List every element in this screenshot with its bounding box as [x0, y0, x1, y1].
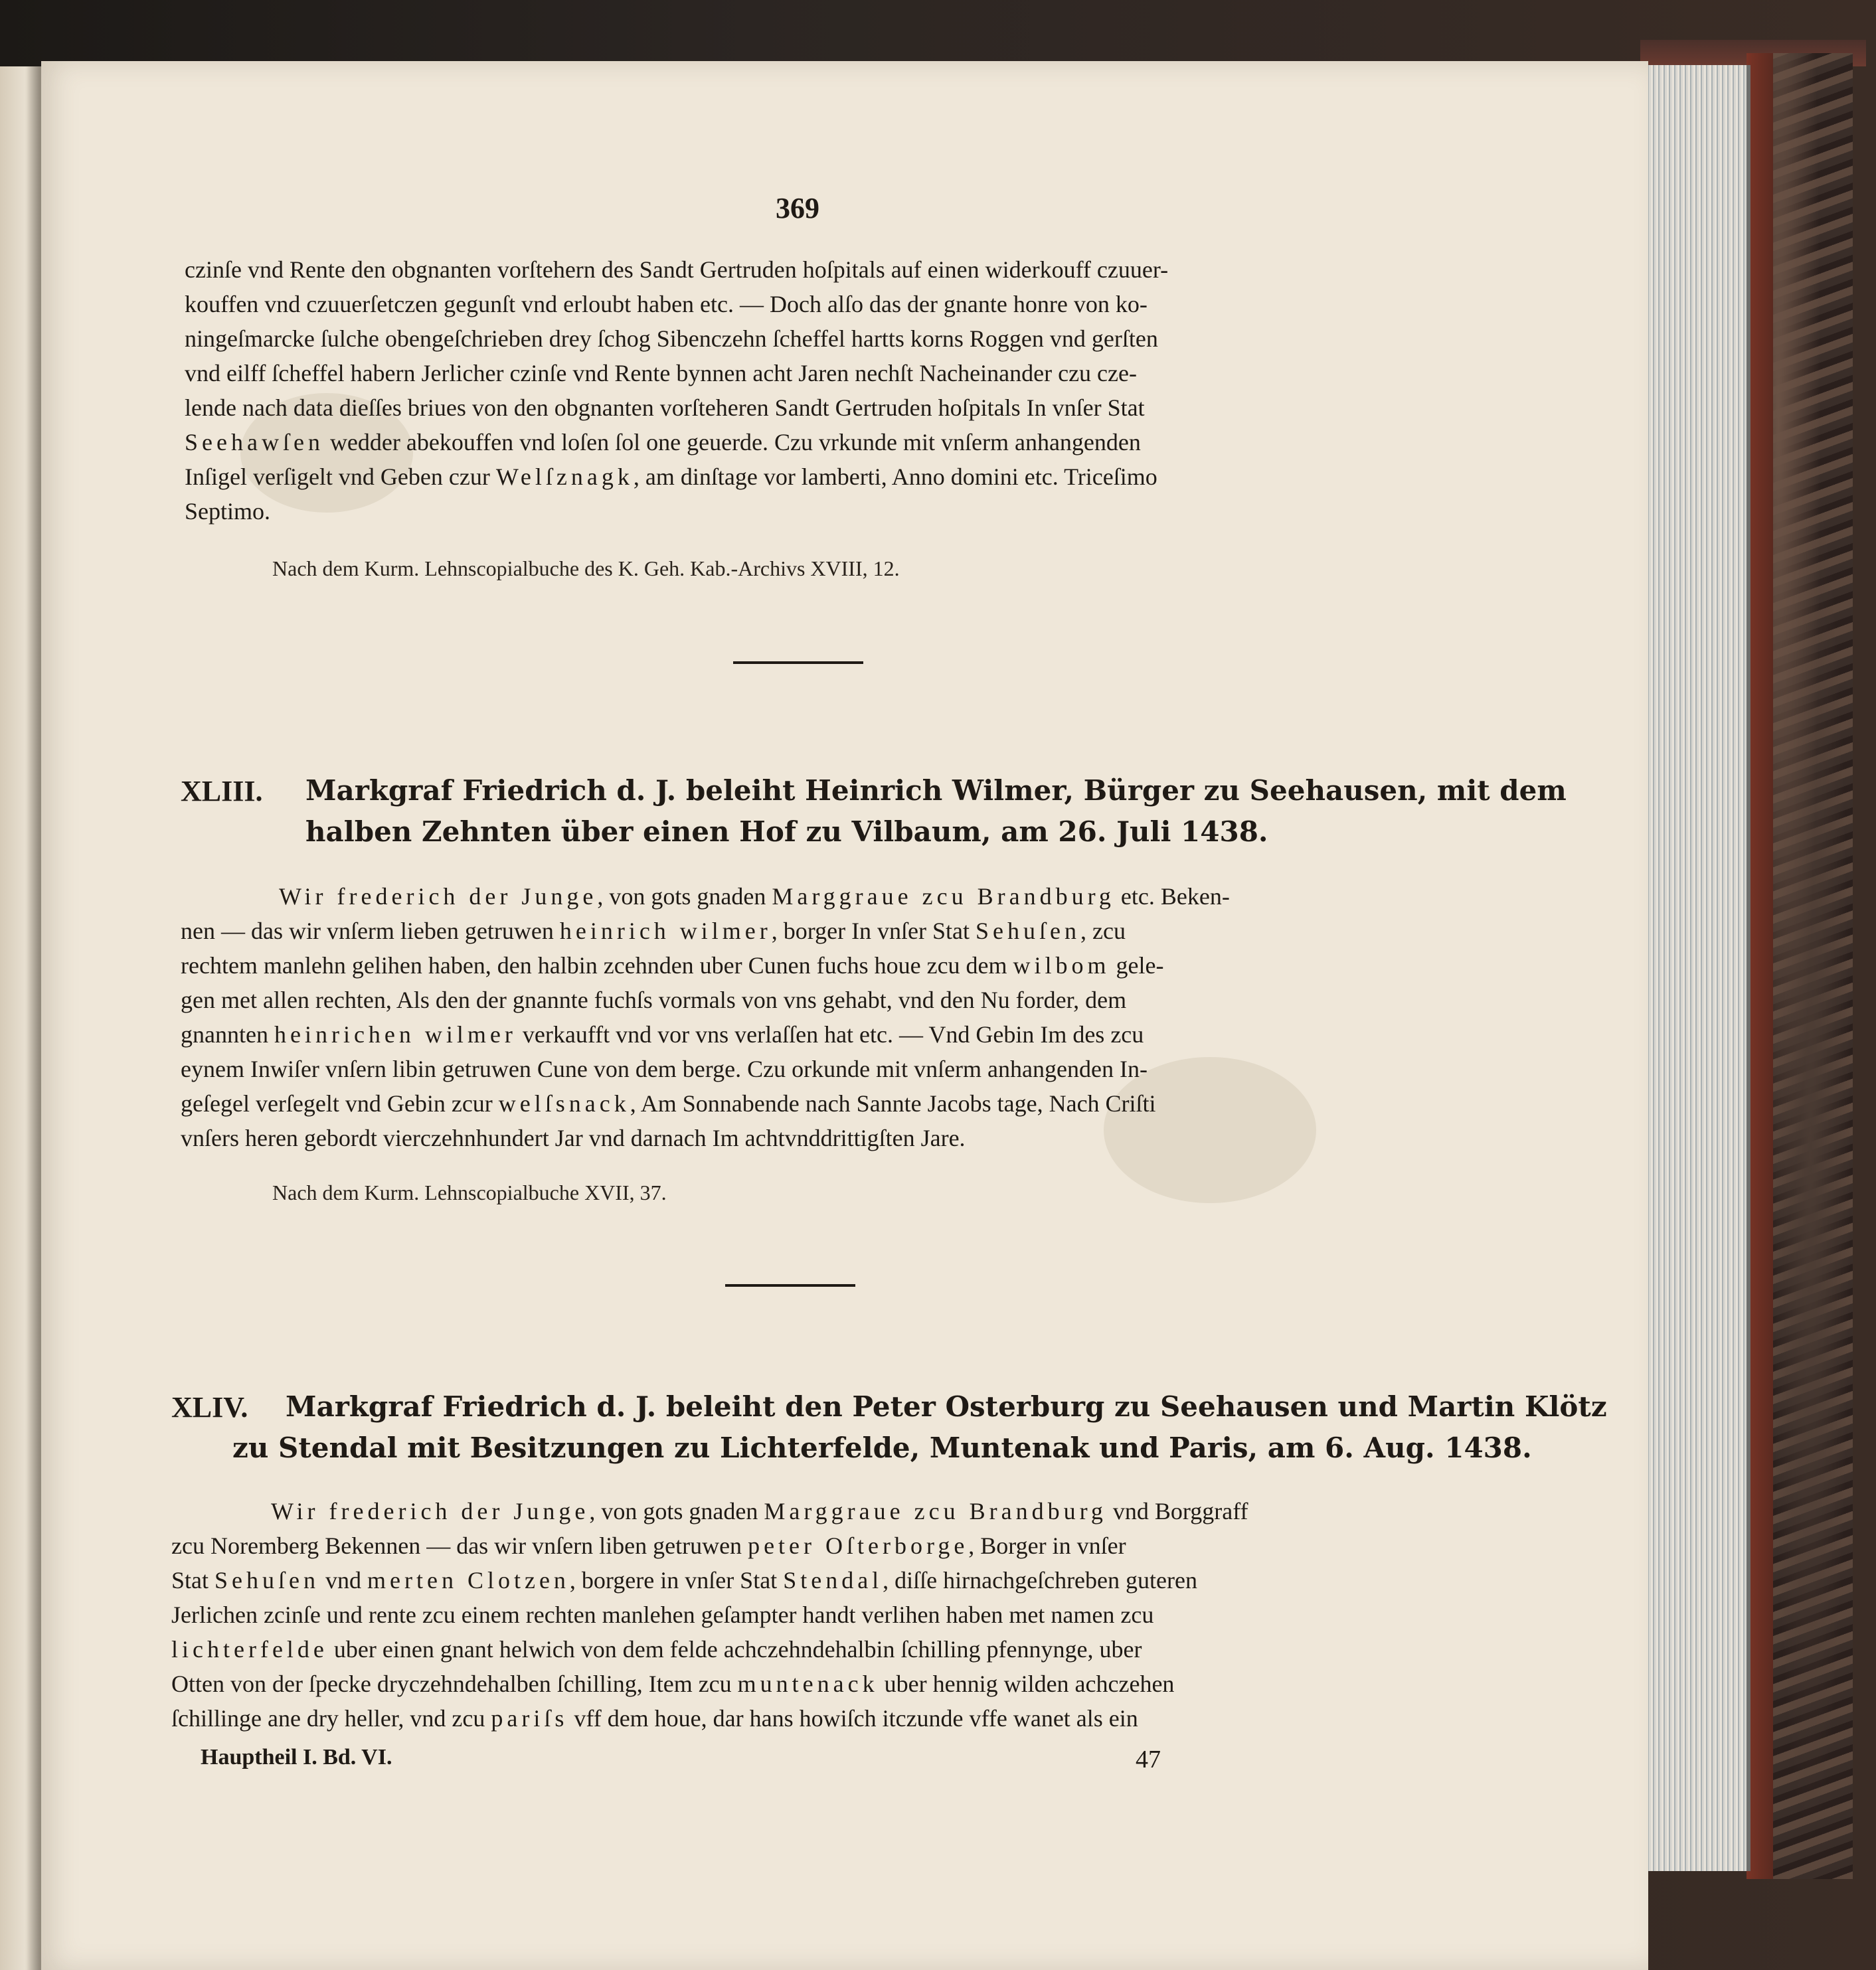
text-run: , borgere in vnſer Stat	[569, 1567, 784, 1594]
text-run: , von gots gnaden	[589, 1498, 764, 1524]
text-run: , zcu	[1080, 918, 1126, 944]
text-line: eynem Inwiſer vnſern libin getruwen Cune von dem berge. Czu orkunde mit vnſerm anhangenden In-	[181, 1056, 1148, 1082]
text-line: lende nach data dieſſes briues von den obgnanten vorſteheren Sandt Gertruden hoſpitals In vnſer Stat	[185, 394, 1145, 421]
text-run: uber hennig wilden achczehen	[878, 1671, 1175, 1697]
text-run: Otten von der ſpecke dryczehndehalben ſchilling, Item zcu	[171, 1671, 738, 1697]
text-run: Inſigel verſigelt vnd Geben czur	[185, 463, 496, 490]
text-run: rechtem manlehn gelihen haben, den halbin zcehnden uber Cunen fuchs houe zcu dem	[181, 952, 1013, 979]
text-run: gnannten	[181, 1021, 274, 1048]
spaced-name: Sehuſen	[214, 1567, 319, 1594]
spaced-name: welſsnack	[498, 1090, 630, 1117]
spaced-name: wilbom	[1013, 952, 1110, 979]
text-run: ſchillinge ane dry heller, vnd zcu	[171, 1705, 491, 1732]
spaced-name: Wir frederich der Junge	[279, 883, 598, 910]
text-line: ningeſmarcke ſulche obengeſchrieben drey ſchog Sibenczehn ſcheffel hartts korns Roggen vnd gerſten	[185, 325, 1158, 352]
text-line	[171, 1672, 1174, 1696]
source-note: Nach dem Kurm. Lehnscopialbuche des K. Geh. Kab.-Archivs XVIII, 12.	[272, 556, 900, 580]
text-line: Jerlichen zcinſe und rente zcu einem rechten manlehen geſampter handt verlihen haben met namen zcu	[171, 1601, 1154, 1628]
text-run: zcu Noremberg Bekennen — das wir vnſern liben getruwen	[171, 1532, 748, 1559]
footer-volume: Hauptheil I. Bd. VI.	[201, 1745, 392, 1769]
spaced-name: Wir frederich der Junge	[271, 1498, 590, 1524]
text-run: verkaufft vnd vor vns verlaſſen hat etc. — Vnd Gebin Im des zcu	[516, 1021, 1144, 1048]
spaced-name: muntenack	[737, 1671, 879, 1697]
text-line	[171, 1534, 1126, 1558]
text-run: , von gots gnaden	[597, 883, 772, 910]
spaced-name: Marggraue zcu Brandburg	[764, 1498, 1107, 1524]
text-line	[181, 1092, 1156, 1115]
text-line: czinſe vnd Rente den obgnanten vorſtehern des Sandt Gertruden hoſpitals auf einen widerkouff czuuer-	[185, 256, 1169, 283]
text-line: vnd eilff ſcheffel habern Jerlicher czinſe vnd Rente bynnen acht Jaren nechſt Nacheinander czu cze-	[185, 360, 1137, 386]
text-line	[271, 1499, 1248, 1523]
text-line	[181, 919, 1126, 943]
text-run: , Borger in vnſer	[968, 1532, 1126, 1559]
spaced-name: pariſs	[491, 1705, 568, 1732]
text-line	[171, 1706, 1138, 1730]
document-heading: Markgraf Friedrich d. J. beleiht Heinrich Wilmer, Bürger zu Seehausen, mit dem	[305, 774, 1567, 807]
text-line	[279, 884, 1230, 908]
section-divider	[725, 1284, 855, 1287]
text-run: vnd	[319, 1567, 367, 1594]
text-run: uber einen gnant helwich von dem felde achczehndehalbin ſchilling pfennynge, uber	[327, 1636, 1142, 1663]
spaced-name: Seehawſen	[185, 429, 324, 455]
document-numeral: XLIV.	[171, 1391, 248, 1424]
spaced-name: lichterfelde	[171, 1636, 328, 1663]
page-number: 369	[776, 192, 819, 224]
text-run: geſegel verſegelt vnd Gebin zcur	[181, 1090, 499, 1117]
text-line: kouffen vnd czuuerſetczen gegunſt vnd erloubt haben etc. — Doch alſo das der gnante honre von ko-	[185, 291, 1148, 317]
document-numeral: XLIII.	[181, 775, 263, 807]
text-line	[185, 430, 1141, 454]
text-run: gele-	[1110, 952, 1164, 979]
spaced-name: Stendal	[783, 1567, 883, 1594]
spaced-name: Sehuſen	[976, 918, 1081, 944]
spaced-name: merten Clotzen	[367, 1567, 570, 1594]
text-run: Stat	[171, 1567, 215, 1594]
document-heading: halben Zehnten über einen Hof zu Vilbaum, am 26. Juli 1438.	[305, 815, 1268, 848]
document-heading: Markgraf Friedrich d. J. beleiht den Peter Osterburg zu Seehausen und Martin Klötz	[286, 1390, 1607, 1423]
text-run: , borger In vnſer Stat	[771, 918, 976, 944]
text-run: , am dinſtage vor lamberti, Anno domini etc. Triceſimo	[633, 463, 1157, 490]
text-line	[181, 953, 1164, 977]
text-line	[181, 1023, 1144, 1046]
text-line: vnſers heren gebordt vierczehnhundert Jar vnd darnach Im achtvnddrittigſten Jare.	[181, 1125, 966, 1151]
text-run: , diſſe hirnachgeſchreben guteren	[883, 1567, 1197, 1594]
document-heading: zu Stendal mit Besitzungen zu Lichterfelde, Muntenak und Paris, am 6. Aug. 1438.	[232, 1432, 1532, 1464]
text-run: etc. Beken-	[1114, 883, 1230, 910]
signature-mark: 47	[1136, 1746, 1161, 1773]
spaced-name: heinrich wilmer	[559, 918, 772, 944]
text-line: gen met allen rechten, Als den der gnannte fuchſs vormals von vns gehabt, vnd den Nu forder, dem	[181, 987, 1127, 1013]
spaced-name: peter Oſterborge	[748, 1532, 969, 1559]
text-run: vnd Borggraff	[1106, 1498, 1248, 1524]
text-run: vff dem houe, dar hans howiſch itczunde vffe wanet als ein	[568, 1705, 1138, 1732]
source-note: Nach dem Kurm. Lehnscopialbuche XVII, 37.	[272, 1181, 667, 1204]
text-run: nen — das wir vnſerm lieben getruwen	[181, 918, 560, 944]
text-run: wedder abekouffen vnd loſen ſol one geuerde. Czu vrkunde mit vnſerm anhangenden	[323, 429, 1141, 455]
text-line: Septimo.	[185, 498, 271, 525]
text-line	[171, 1568, 1197, 1592]
text-run: , Am Sonnabende nach Sannte Jacobs tage, Nach Criſti	[630, 1090, 1156, 1117]
text-line	[171, 1637, 1142, 1661]
text-line	[185, 465, 1157, 489]
spaced-name: Marggraue zcu Brandburg	[772, 883, 1115, 910]
section-divider	[733, 661, 863, 664]
spaced-name: Welſznagk	[495, 463, 634, 490]
spaced-name: heinrichen wilmer	[274, 1021, 517, 1048]
